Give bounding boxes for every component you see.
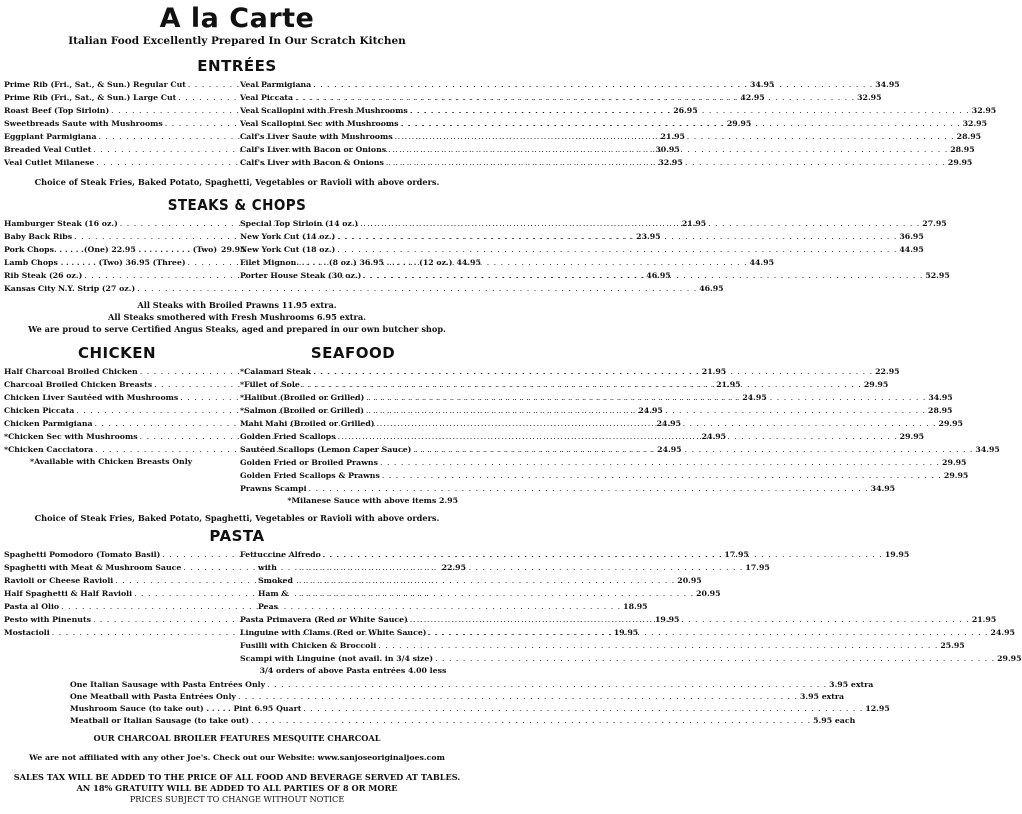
steak-item-name: New York Cut (18 oz.)	[240, 245, 336, 254]
pasta-item	[240, 652, 1022, 665]
dot-leader	[435, 652, 995, 665]
entree-item-name: Calf's Liver with Bacon or Onions	[240, 145, 387, 154]
steak-item-name: Rib Steak (26 oz.)	[4, 271, 83, 280]
seafood-item-name: *Calamari Steak	[240, 367, 312, 376]
pasta-item	[4, 561, 770, 574]
dot-leader	[238, 691, 798, 703]
steak-item-name: New York Cut (14 oz.)	[240, 232, 336, 241]
dot-leader	[295, 91, 855, 104]
pasta-item-price: 19.95	[613, 628, 639, 637]
pasta-item-price: 20.95	[696, 589, 721, 598]
dot-leader	[380, 456, 940, 469]
dot-leader	[401, 117, 961, 130]
seafood-item-price: 29.95	[899, 432, 925, 441]
dot-leader	[410, 104, 970, 117]
seafood-heading: SEAFOOD	[310, 344, 396, 362]
steak-item-name: Hamburger Steak (16 oz.)	[4, 219, 118, 228]
pasta-extra-item-price: 3.95 extra	[799, 692, 845, 701]
entree-item-name: Sweetbreads Saute with Mushrooms	[4, 119, 163, 128]
dot-leader	[410, 613, 970, 626]
steaks-section	[0, 217, 950, 295]
dot-leader	[338, 430, 898, 443]
seafood-item-price: 22.95	[875, 367, 900, 376]
seafood-item-price: 29.95	[942, 458, 967, 467]
chicken-item-name: Chicken Parmigiana	[4, 419, 93, 428]
dot-leader	[267, 679, 827, 691]
chicken-item-name: *Chicken Cacciatora	[4, 445, 94, 454]
steak-item	[240, 256, 481, 269]
chicken-seafood-section	[0, 344, 1000, 507]
seafood-item-name: Golden Fried or Broiled Prawns	[240, 458, 378, 467]
steak-item-price: 27.95	[922, 219, 947, 228]
entree-item-price: 26.95	[673, 106, 698, 115]
affiliation-note: We are not affiliated with any other Joe's. Check out our Website: www.sanjoseoriginaljoes.com	[29, 753, 445, 762]
entrees-heading: ENTRÉES	[197, 57, 277, 75]
chicken-note: *Available with Chicken Breasts Only	[30, 457, 193, 466]
steak-item-price: 52.95	[925, 271, 950, 280]
seafood-item-price: 29.95	[863, 380, 889, 389]
seafood-item-name: *Halibut (Broiled or Grilled)	[240, 393, 365, 402]
steak-item-price: 44.95	[749, 258, 774, 267]
gratuity-note: AN 18% GRATUITY WILL BE ADDED TO ALL PARTIES OF 8 OR MORE	[76, 783, 398, 793]
pasta-item-name: Scampi with Linguine (not avail. in 3/4 size)	[240, 654, 434, 663]
seafood-item-price: 34.95	[975, 445, 1000, 454]
pasta-extra-item-price: 12.95	[865, 704, 890, 713]
pasta-item-price: 17.95	[745, 563, 770, 572]
pasta-item-name: Linguine with Clams (Red or White Sauce)	[240, 628, 427, 637]
entree-item-name: Veal Parmigiana	[240, 80, 312, 89]
steaks-note-angus: We are proud to serve Certified Angus Steaks, aged and prepared in our own butcher shop.	[28, 324, 446, 334]
entree-item-name: Veal Cutlet Milanese	[4, 158, 95, 167]
steak-item-price: 23.95	[636, 232, 661, 241]
pasta-heading: PASTA	[209, 527, 265, 545]
dot-leader	[303, 703, 863, 715]
entree-item-name: Calf's Liver Saute with Mushrooms	[240, 132, 393, 141]
steak-item-price: 29.95	[221, 245, 246, 254]
steak-item	[240, 243, 924, 256]
pasta-item-price: 20.95	[677, 576, 702, 585]
entree-item-price: 34.95	[749, 80, 775, 89]
steak-item-price: 36.95	[899, 232, 924, 241]
dot-leader	[337, 243, 897, 256]
pasta-extra-item-price: 3.95 extra	[829, 680, 874, 689]
entree-item-price: 34.95	[875, 80, 900, 89]
seafood-item-name: Golden Fried Scallops & Prawns	[240, 471, 380, 480]
chicken-item-name: Half Charcoal Broiled Chicken	[4, 367, 138, 376]
entree-item-name: Veal Scallopini Sec with Mushrooms	[240, 119, 399, 128]
pasta-item	[4, 574, 702, 587]
pasta-item-name: Fusilli with Chicken & Broccoli	[240, 641, 377, 650]
entree-item-name: Prime Rib (Fri., Sat., & Sun.) Regular Cut	[4, 80, 186, 89]
chicken-item-price: 24.95	[742, 393, 767, 402]
pasta-item-name: Half Spaghetti & Half Ravioli	[4, 589, 133, 598]
pasta-item: Fettuccine Alfredo . . . 19.95	[240, 548, 466, 561]
pasta-section	[0, 548, 1022, 677]
pasta-item	[240, 639, 965, 652]
pasta-item	[4, 587, 721, 600]
entree-item-name: Roast Beef (Top Sirloin)	[4, 106, 110, 115]
chicken-item-price: 24.95	[656, 419, 681, 428]
steak-item	[4, 282, 724, 295]
steak-item-name: Lamb Chops . . . . . . . (Two) 36.95 (Three)	[4, 258, 186, 267]
steak-item-price: 44.95	[456, 258, 481, 267]
entree-item-name: Prime Rib (Fri., Sat., & Sun.) Large Cut	[4, 93, 177, 102]
steaks-heading: STEAKS & CHOPS	[167, 196, 307, 214]
entrees-choice-note: Choice of Steak Fries, Baked Potato, Spaghetti, Vegetables or Ravioli with above orders.	[34, 177, 440, 187]
pasta-item-name: Spaghetti with Meat & Mushroom Sauce	[4, 563, 182, 572]
entree-item-price: 30.95	[655, 145, 680, 154]
pasta-choice-note: Choice of Steak Fries, Baked Potato, Spaghetti, Vegetables or Ravioli with above orders.	[34, 513, 440, 523]
pasta-item-price: 25.95	[940, 641, 965, 650]
steak-item-name: Kansas City N.Y. Strip (27 oz.)	[4, 284, 136, 293]
seafood-item	[240, 456, 967, 469]
pasta-extra-item	[70, 715, 856, 727]
dot-leader	[382, 469, 942, 482]
dot-leader	[366, 404, 926, 417]
entree-item-price: 28.95	[950, 145, 975, 154]
chicken-item-price: 24.95	[638, 406, 663, 415]
pasta-item-name: Pasta al Olio	[4, 602, 60, 611]
steak-item-price: 46.95	[699, 284, 724, 293]
dot-leader	[366, 391, 926, 404]
seafood-item-name: Mahi Mahi (Broiled or Grilled)	[240, 419, 375, 428]
entree-item-name: Eggplant Parmigiana	[4, 132, 97, 141]
chicken-item-name: Chicken Liver Sautéed with Mushrooms	[4, 393, 179, 402]
dot-leader	[386, 156, 946, 169]
seafood-item	[240, 469, 969, 482]
entree-item-price: 29.95	[947, 158, 973, 167]
entree-item-price: 32.95	[971, 106, 997, 115]
pasta-three-quarter-note: 3/4 orders of above Pasta entrées 4.00 less	[259, 666, 447, 675]
steak-item-name: Special Top Sirloin (14 oz.)	[240, 219, 359, 228]
seafood-item-price: 29.95	[943, 471, 969, 480]
entree-item-price: 42.95	[740, 93, 765, 102]
dot-leader	[251, 715, 811, 727]
steak-item-name: Baby Back Ribs	[4, 232, 73, 241]
chicken-heading: CHICKEN	[77, 344, 157, 362]
dot-leader	[313, 365, 873, 378]
chicken-item-name: Chicken Piccata	[4, 406, 75, 415]
prices-note: PRICES SUBJECT TO CHANGE WITHOUT NOTICE	[129, 794, 345, 804]
chicken-item-price: 21.95	[701, 367, 727, 376]
entree-item-price: 32.95	[962, 119, 988, 128]
dot-leader	[388, 143, 948, 156]
seafood-item-price: 34.95	[870, 484, 896, 493]
pasta-item-name: Spaghetti Pomodoro (Tomato Basil)	[4, 550, 161, 559]
entree-item-name: Calf's Liver with Bacon & Onions	[240, 158, 384, 167]
seafood-note: *Milanese Sauce with above items 2.95	[287, 496, 458, 505]
chicken-item-price: 24.95	[701, 432, 727, 441]
dot-leader	[395, 130, 955, 143]
steak-item-price: 21.95	[681, 219, 707, 228]
chicken-item-name: Charcoal Broiled Chicken Breasts	[4, 380, 153, 389]
entree-item-price: 32.95	[658, 158, 683, 167]
seafood-item-name: *Salmon (Broiled or Grilled)	[240, 406, 364, 415]
seafood-item-name: Golden Fried Scallops	[240, 432, 336, 441]
entree-item	[240, 78, 900, 91]
seafood-item-name: Prawns Scampi	[240, 484, 307, 493]
pasta-item-price: 18.95	[623, 602, 648, 611]
dot-leader	[429, 626, 989, 639]
pasta-sub-item: with Smoked Ham & Peas . . . 22.95	[240, 561, 466, 613]
entree-item-price: 29.95	[726, 119, 752, 128]
pasta-extra-item-name: Mushroom Sauce (to take out) . . . . . Pint 6.95 Quart	[70, 704, 302, 713]
dot-leader	[309, 482, 869, 495]
entree-item-name: Veal Piccata	[240, 93, 294, 102]
chicken-item-price: 24.95	[657, 445, 682, 454]
pasta-item-price: 29.95	[997, 654, 1022, 663]
pasta-extras	[0, 679, 890, 727]
dot-leader	[376, 417, 936, 430]
seafood-item-price: 29.95	[938, 419, 963, 428]
steak-item-name: Pork Chops. . . . . .(One) 22.95 . . . . . . . . . . (Two)	[4, 245, 218, 254]
pasta-item-price: 24.95	[990, 628, 1015, 637]
dot-leader	[302, 378, 862, 391]
seafood-item	[240, 482, 896, 495]
entree-item-price: 21.95	[660, 132, 685, 141]
dot-leader	[337, 230, 897, 243]
steak-item-name: Porter House Steak (30 oz.)	[240, 271, 362, 280]
seafood-item-name: *Fillet of Sole	[240, 380, 300, 389]
dot-leader	[360, 217, 920, 230]
entree-item-price: 28.95	[956, 132, 982, 141]
pasta-item-name: Pasta Primavera (Red or White Sauce)	[240, 615, 408, 624]
pasta-item-price: 21.95	[971, 615, 997, 624]
pasta-extra-item-name: One Meatball with Pasta Entrées Only	[70, 692, 236, 701]
pasta-item	[4, 600, 648, 613]
pasta-item-name: Ravioli or Cheese Ravioli	[4, 576, 114, 585]
seafood-item-name: Sautéed Scallops (Lemon Caper Sauce)	[240, 445, 412, 454]
steaks-note-prawns: All Steaks with Broiled Prawns 11.95 extra.	[137, 300, 337, 310]
steak-item-name: Filet Mignon. . . . . . (8 oz.) 36.95 . . . . . . (12 oz.)	[240, 258, 453, 267]
broiler-note: OUR CHARCOAL BROILER FEATURES MESQUITE CHARCOAL	[93, 733, 381, 743]
steak-item-price: 46.95	[646, 271, 671, 280]
pasta-extra-item-name: One Italian Sausage with Pasta Entrées Only	[70, 680, 266, 689]
menu-subtitle: Italian Food Excellently Prepared In Our Scratch Kitchen	[68, 35, 406, 47]
pasta-item-name: Mostacioli	[4, 628, 50, 637]
steak-item	[4, 243, 246, 256]
entree-item-price: 32.95	[857, 93, 882, 102]
entrees-section	[0, 78, 997, 169]
dot-leader	[378, 639, 938, 652]
dot-leader	[413, 443, 973, 456]
pasta-extra-item	[70, 703, 890, 715]
seafood-item-price: 34.95	[928, 393, 953, 402]
dot-leader	[313, 78, 873, 91]
dot-leader	[363, 269, 923, 282]
pasta-item-price: 17.95	[724, 550, 749, 559]
steaks-note-mushrooms: All Steaks smothered with Fresh Mushrooms 6.95 extra.	[108, 312, 366, 322]
steak-item-price: 44.95	[899, 245, 924, 254]
pasta-item-price: 19.95	[655, 615, 680, 624]
pasta-extra-item	[70, 679, 874, 691]
chicken-item-name: *Chicken Sec with Mushrooms	[4, 432, 138, 441]
pasta-extra-item-price: 5.95 each	[813, 716, 856, 725]
menu-title: A la Carte	[159, 3, 315, 34]
pasta-extra-item	[70, 691, 845, 703]
chicken-item-price: 21.95	[716, 380, 741, 389]
pasta-extra-item-name: Meatball or Italian Sausage (to take out)	[70, 716, 250, 725]
entree-item-name: Veal Scallopini with Fresh Mushrooms	[240, 106, 408, 115]
seafood-item-price: 28.95	[928, 406, 953, 415]
pasta-item-name: Pesto with Pinenuts	[4, 615, 91, 624]
tax-note: SALES TAX WILL BE ADDED TO THE PRICE OF ALL FOOD AND BEVERAGE SERVED AT TABLES.	[13, 772, 461, 782]
entree-item-name: Breaded Veal Cutlet	[4, 145, 92, 154]
